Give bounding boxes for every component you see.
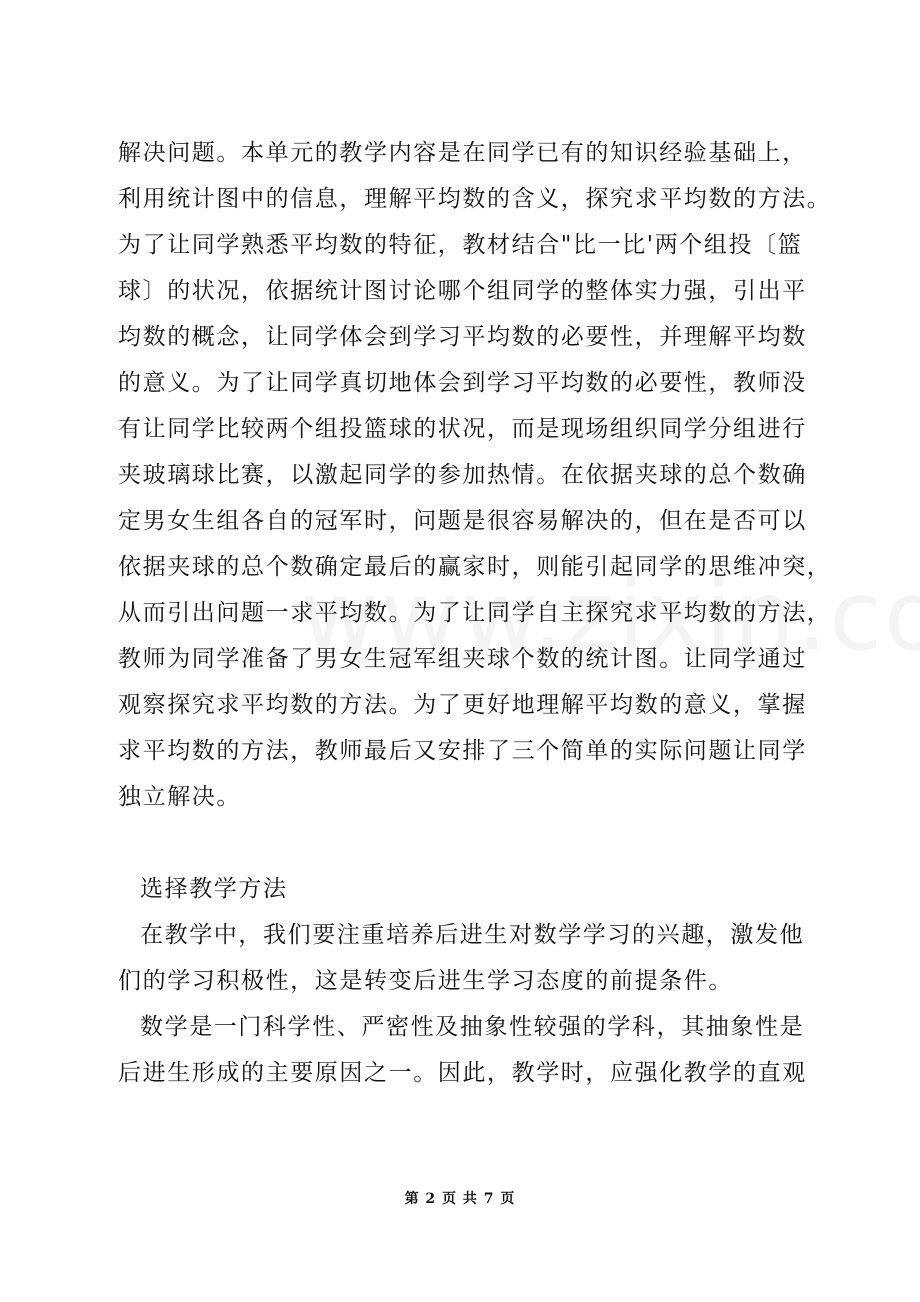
page-footer	[0, 1188, 920, 1208]
text-line: 数学是一门科学性、严密性及抽象性较强的学科，其抽象性是	[140, 1014, 805, 1040]
text-line: 为了让同学熟悉平均数的特征，教材结合"比一比'两个组投〔篮	[118, 232, 803, 258]
text-line: 教师为同学准备了男女生冠军组夹球个数的统计图。让同学通过	[118, 646, 807, 672]
text-line: 解决问题。本单元的教学内容是在同学已有的知识经验基础上，	[118, 140, 807, 166]
paragraph-gap	[118, 820, 838, 866]
section-heading: 选择教学方法	[140, 876, 288, 902]
text-line: 夹玻璃球比赛，以激起同学的参加热情。在依据夹球的总个数确	[118, 462, 807, 488]
text-line: 定男女生组各自的冠军时，问题是很容易解决的，但在是否可以	[118, 508, 807, 534]
body-text	[118, 130, 838, 1096]
text-line: 独立解决。	[118, 784, 241, 810]
text-line: 均数的概念，让同学体会到学习平均数的必要性，并理解平均数	[118, 324, 807, 350]
page-number: 第 2 页 共 7 页	[404, 1191, 516, 1207]
text-line: 后进生形成的主要原因之一。因此，教学时，应强化教学的直观	[118, 1060, 807, 1086]
text-line: 利用统计图中的信息，理解平均数的含义，探究求平均数的方法。	[118, 186, 832, 212]
text-line: 依据夹球的总个数确定最后的赢家时，则能引起同学的思维冲突，	[118, 554, 832, 580]
text-line: 观察探究求平均数的方法。为了更好地理解平均数的意义，掌握	[118, 692, 807, 718]
text-line: 从而引出问题一求平均数。为了让同学自主探究求平均数的方法，	[118, 600, 832, 626]
text-line: 球〕的状况，依据统计图讨论哪个组同学的整体实力强，引出平	[118, 278, 807, 304]
text-line: 有让同学比较两个组投篮球的状况，而是现场组织同学分组进行	[118, 416, 807, 442]
text-line: 们的学习积极性，这是转变后进生学习态度的前提条件。	[118, 968, 733, 994]
text-line: 在教学中，我们要注重培养后进生对数学学习的兴趣，激发他	[140, 922, 805, 948]
text-line: 的意义。为了让同学真切地体会到学习平均数的必要性，教师没	[118, 370, 807, 396]
text-line: 求平均数的方法，教师最后又安排了三个简单的实际问题让同学	[118, 738, 807, 764]
